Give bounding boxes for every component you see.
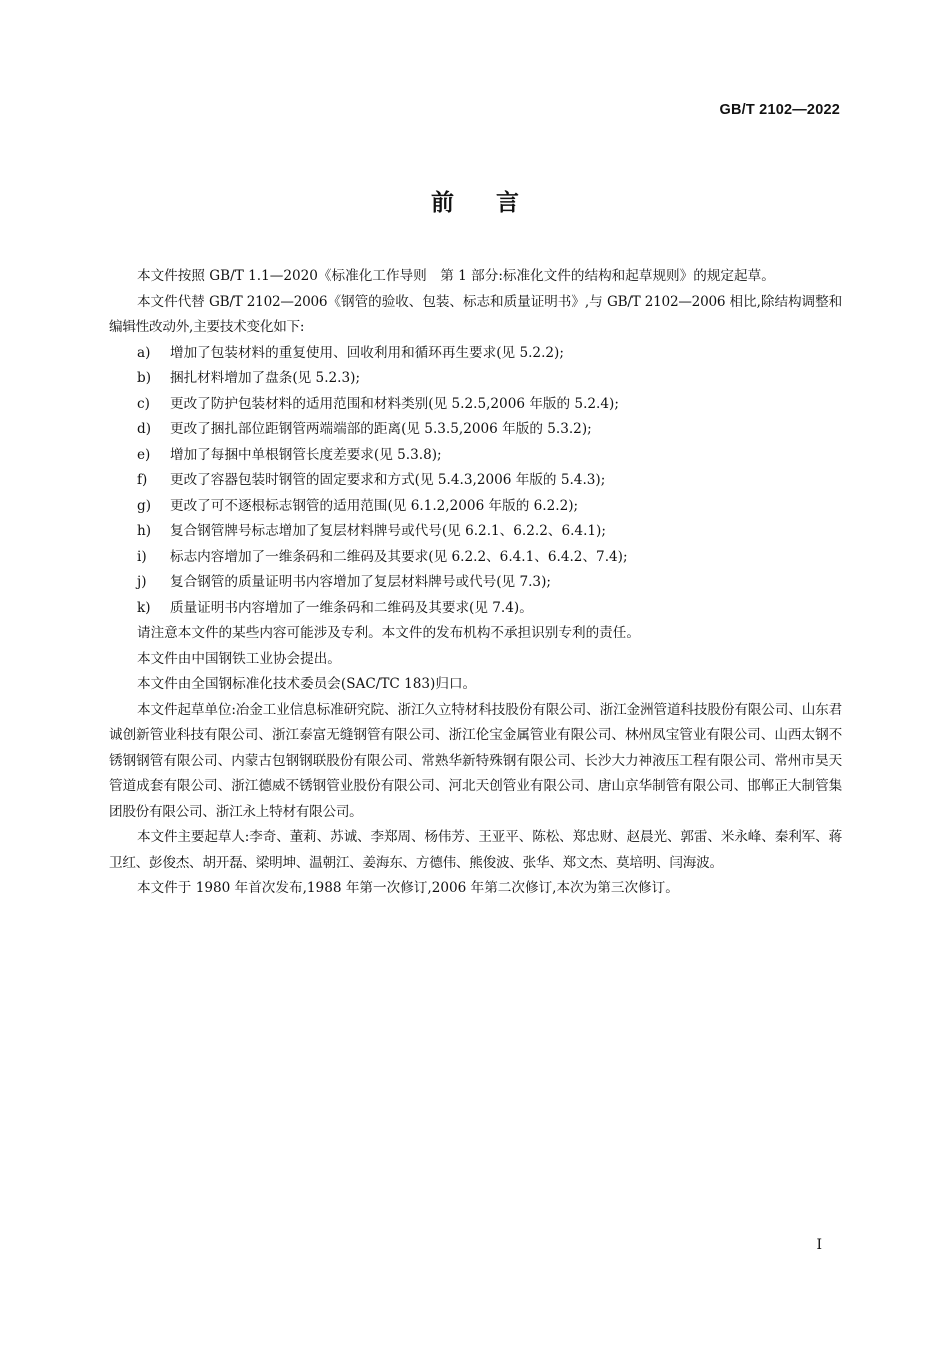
intro-paragraph-replacement: 本文件代替 GB/T 2102—2006《钢管的验收、包装、标志和质量证明书》,与 GB/T 2102—2006 相比,除结构调整和编辑性改动外,主要技术变化如下: <box>109 293 842 335</box>
list-item <box>109 341 842 367</box>
list-text: 增加了每捆中单根钢管长度差要求(见 5.3.8); <box>170 446 442 463</box>
list-marker: f) <box>137 472 148 488</box>
list-text: 更改了捆扎部位距钢管两端端部的距离(见 5.3.5,2006 年版的 5.3.2); <box>170 421 592 437</box>
drafting-units: 本文件起草单位:冶金工业信息标准研究院、浙江久立特材科技股份有限公司、浙江金洲管道科技股份有限公司、山东君诚创新管业科技有限公司、浙江泰富无缝钢管有限公司、浙江伦宝金属管业有限公司、林州凤宝管业有限公司、山西太钢不锈钢钢管有限公司、内蒙古包钢钢联股份有限公司、常熟华新特殊钢有限公司、长沙大力神液压工程有限公司、常州市昊天管道成套有限公司、浙江德威不锈钢管业股份有限公司、河北天创管业有限公司、唐山京华制管有限公司、邯郸正大制管集团股份有限公司、浙江永上特材有限公司。 <box>109 701 842 820</box>
list-marker: g) <box>137 497 152 514</box>
list-marker: i) <box>137 548 147 565</box>
list-text: 更改了可不逐根标志钢管的适用范围(见 6.1.2,2006 年版的 6.2.2); <box>170 497 579 514</box>
list-item <box>109 570 842 596</box>
foreword-body <box>109 264 842 902</box>
list-item <box>109 519 842 545</box>
standard-number: GB/T 2102—2022 <box>719 102 840 118</box>
list-item <box>109 366 842 392</box>
page-number: I <box>816 1237 822 1253</box>
list-marker: b) <box>137 370 152 386</box>
list-text: 复合钢管牌号标志增加了复层材料牌号或代号(见 6.2.1、6.2.2、6.4.1); <box>170 523 606 539</box>
list-marker: a) <box>137 344 151 361</box>
patent-notice: 请注意本文件的某些内容可能涉及专利。本文件的发布机构不承担识别专利的责任。 <box>137 625 640 641</box>
proposer-statement: 本文件由中国钢铁工业协会提出。 <box>137 650 341 667</box>
list-marker: d) <box>137 421 152 437</box>
centralized-statement: 本文件由全国钢标准化技术委员会(SAC/TC 183)归口。 <box>137 676 477 692</box>
page-title: 前言 <box>431 190 561 216</box>
list-item <box>109 596 842 622</box>
list-marker: e) <box>137 446 151 463</box>
list-item <box>109 468 842 494</box>
list-text: 标志内容增加了一维条码和二维码及其要求(见 6.2.2、6.4.1、6.4.2、7.4); <box>170 548 628 565</box>
list-text: 质量证明书内容增加了一维条码和二维码及其要求(见 7.4)。 <box>170 599 533 616</box>
list-text: 更改了容器包装时钢管的固定要求和方式(见 5.4.3,2006 年版的 5.4.3); <box>170 472 606 488</box>
list-marker: k) <box>137 599 151 616</box>
list-text: 捆扎材料增加了盘条(见 5.2.3); <box>170 370 361 386</box>
list-marker: j) <box>137 574 147 590</box>
list-marker: h) <box>137 523 152 539</box>
list-text: 增加了包装材料的重复使用、回收利用和循环再生要求(见 5.2.2); <box>170 344 564 361</box>
list-item <box>109 443 842 469</box>
list-marker: c) <box>137 395 150 412</box>
intro-paragraph-drafting-rules: 本文件按照 GB/T 1.1—2020《标准化工作导则 第 1 部分:标准化文件的结构和起草规则》的规定起草。 <box>137 268 775 284</box>
list-item <box>109 392 842 418</box>
list-item <box>109 417 842 443</box>
list-item <box>109 494 842 520</box>
list-text: 复合钢管的质量证明书内容增加了复层材料牌号或代号(见 7.3); <box>170 574 551 590</box>
main-drafters: 本文件主要起草人:李奇、董莉、苏诚、李郑周、杨伟芳、王亚平、陈松、郑忠财、赵晨光、郭雷、米永峰、秦利军、蒋卫红、彭俊杰、胡开磊、梁明坤、温朝江、姜海东、方德伟、熊俊波、张华、郑文杰、莫培明、闫海波。 <box>109 829 842 871</box>
list-text: 更改了防护包装材料的适用范围和材料类别(见 5.2.5,2006 年版的 5.2.4); <box>170 395 619 412</box>
list-item <box>109 545 842 571</box>
revision-history: 本文件于 1980 年首次发布,1988 年第一次修订,2006 年第二次修订,本次为第三次修订。 <box>137 880 679 896</box>
